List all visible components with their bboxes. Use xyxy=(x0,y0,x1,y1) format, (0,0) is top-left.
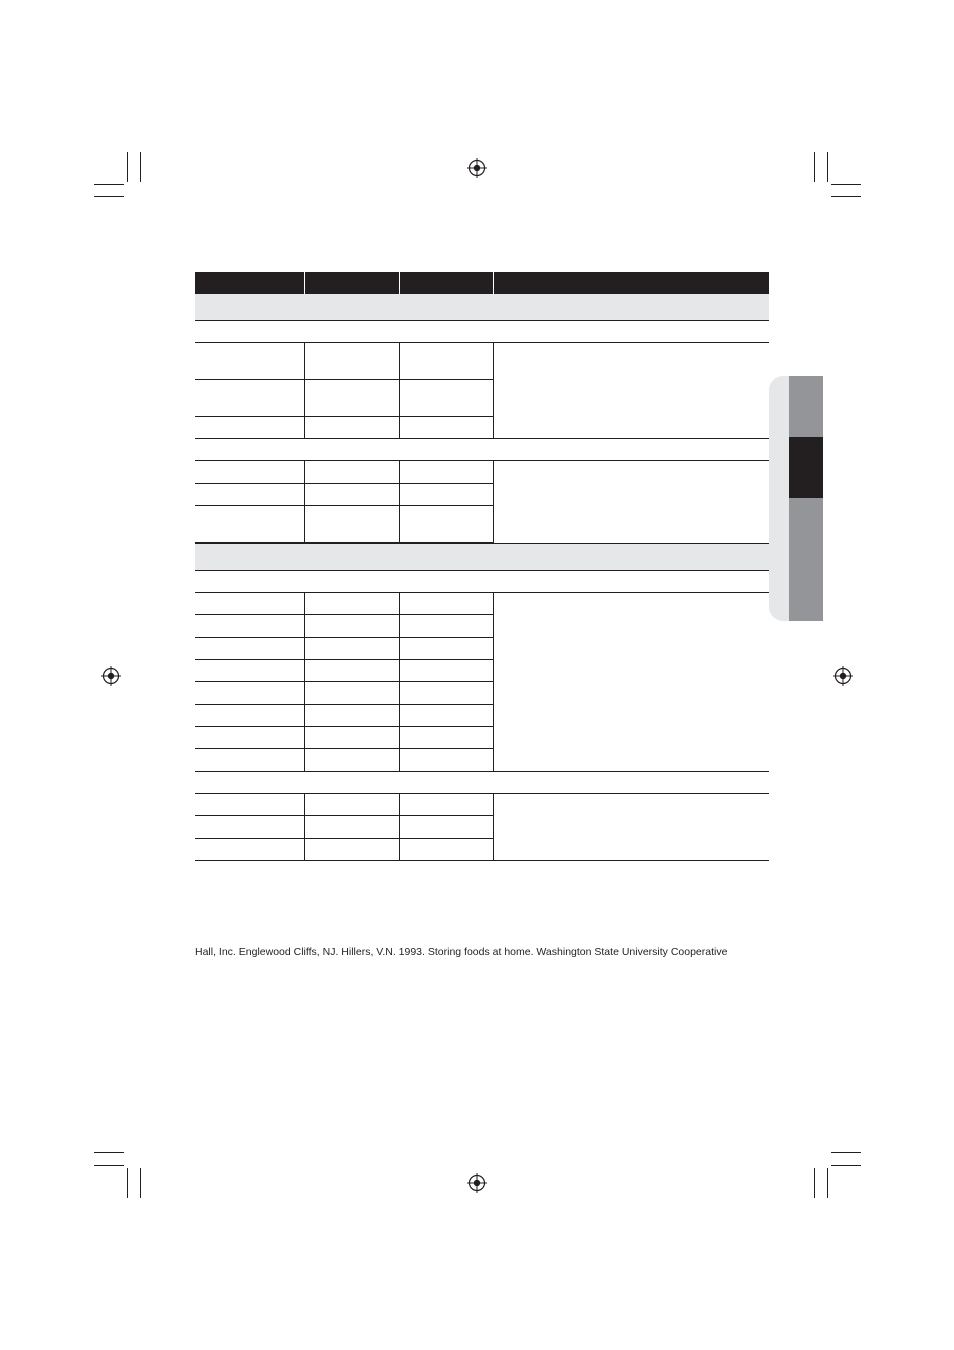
table-cell xyxy=(305,638,400,659)
table-cell xyxy=(195,682,305,704)
table-cell xyxy=(400,593,494,614)
table-row xyxy=(195,461,494,484)
subsection-row xyxy=(195,439,769,461)
table-cell xyxy=(195,749,305,771)
table-row xyxy=(195,593,494,615)
table-cell xyxy=(305,461,400,483)
crop-mark xyxy=(140,152,141,182)
crop-mark xyxy=(831,184,861,185)
table-row xyxy=(195,727,494,749)
crop-mark xyxy=(831,1152,861,1153)
table-cell xyxy=(305,506,400,542)
table-cell xyxy=(305,839,400,860)
table-cell xyxy=(195,705,305,726)
section-band xyxy=(195,294,769,321)
table-cell xyxy=(195,506,305,542)
table-row xyxy=(195,506,494,543)
table-cell xyxy=(305,816,400,838)
table-row xyxy=(195,615,494,638)
table-cell xyxy=(305,380,400,416)
table-cell xyxy=(195,461,305,483)
table-row xyxy=(195,380,494,417)
table-cell xyxy=(400,506,494,542)
table-cell xyxy=(195,727,305,748)
table-cell xyxy=(195,816,305,838)
table-row xyxy=(195,638,494,660)
table-cell xyxy=(305,749,400,771)
table-cell xyxy=(305,484,400,505)
table-row xyxy=(195,682,494,705)
table-cell xyxy=(305,343,400,379)
registration-mark-icon xyxy=(101,666,121,686)
table-cell xyxy=(195,615,305,637)
subsection-row xyxy=(195,321,769,343)
registration-mark-icon xyxy=(467,1173,487,1193)
table-cell xyxy=(305,705,400,726)
table-cell xyxy=(400,343,494,379)
crop-mark xyxy=(814,152,815,182)
crop-mark xyxy=(831,196,861,197)
table-cell xyxy=(195,839,305,860)
table-cell xyxy=(305,794,400,815)
table-cell xyxy=(400,417,494,438)
table-cell xyxy=(400,794,494,815)
crop-mark xyxy=(127,152,128,182)
footnote-text: Hall, Inc. Englewood Cliffs, NJ. Hillers, V.N. 1993. Storing foods at home. Washington State University Cooperative xyxy=(195,946,728,958)
registration-mark-icon xyxy=(467,158,487,178)
table-row xyxy=(195,343,494,380)
table-cell xyxy=(195,794,305,815)
table-row xyxy=(195,839,494,861)
crop-mark xyxy=(827,1168,828,1198)
chapter-tab-segment xyxy=(789,376,823,437)
table-cell xyxy=(400,660,494,681)
table-cell xyxy=(195,417,305,438)
table-cell xyxy=(305,682,400,704)
crop-mark xyxy=(94,184,124,185)
crop-mark xyxy=(94,196,124,197)
table-cell xyxy=(400,638,494,659)
crop-mark xyxy=(140,1168,141,1198)
table-cell xyxy=(400,727,494,748)
table-cell xyxy=(400,839,494,860)
subsection-row xyxy=(195,772,769,794)
notes-cell xyxy=(493,461,769,543)
table-cell xyxy=(400,816,494,838)
table-cell xyxy=(305,593,400,614)
crop-mark xyxy=(94,1165,124,1166)
table-cell xyxy=(400,749,494,771)
notes-cell xyxy=(493,593,769,772)
table-row xyxy=(195,417,494,439)
crop-mark xyxy=(94,1152,124,1153)
table-cell xyxy=(195,660,305,681)
table-header-row xyxy=(195,272,769,294)
table-cell xyxy=(400,461,494,483)
registration-mark-icon xyxy=(833,666,853,686)
table-row xyxy=(195,749,494,772)
table-header-cell xyxy=(400,272,494,294)
table-cell xyxy=(400,705,494,726)
chapter-tab-segment-active xyxy=(789,437,823,498)
table-row xyxy=(195,705,494,727)
table-cell xyxy=(305,417,400,438)
table-cell xyxy=(195,484,305,505)
table-cell xyxy=(400,682,494,704)
table-cell xyxy=(400,380,494,416)
subsection-row xyxy=(195,571,769,593)
table-row xyxy=(195,484,494,506)
table-cell xyxy=(305,615,400,637)
crop-mark xyxy=(814,1168,815,1198)
table-row xyxy=(195,794,494,816)
chapter-tab-segment xyxy=(789,498,823,621)
table-cell xyxy=(400,615,494,637)
table-cell xyxy=(195,343,305,379)
table-cell xyxy=(305,727,400,748)
table-cell xyxy=(195,380,305,416)
table-cell xyxy=(195,593,305,614)
table-cell xyxy=(195,638,305,659)
table-cell xyxy=(400,484,494,505)
crop-mark xyxy=(831,1165,861,1166)
notes-cell xyxy=(493,343,769,439)
crop-mark xyxy=(827,152,828,182)
table-header-cell xyxy=(305,272,400,294)
notes-cell xyxy=(493,794,769,861)
storage-table xyxy=(195,272,769,294)
table-row xyxy=(195,816,494,839)
table-header-cell xyxy=(494,272,769,294)
crop-mark xyxy=(127,1168,128,1198)
table-cell xyxy=(305,660,400,681)
section-band xyxy=(195,543,769,571)
table-row xyxy=(195,660,494,682)
table-header-cell xyxy=(195,272,305,294)
